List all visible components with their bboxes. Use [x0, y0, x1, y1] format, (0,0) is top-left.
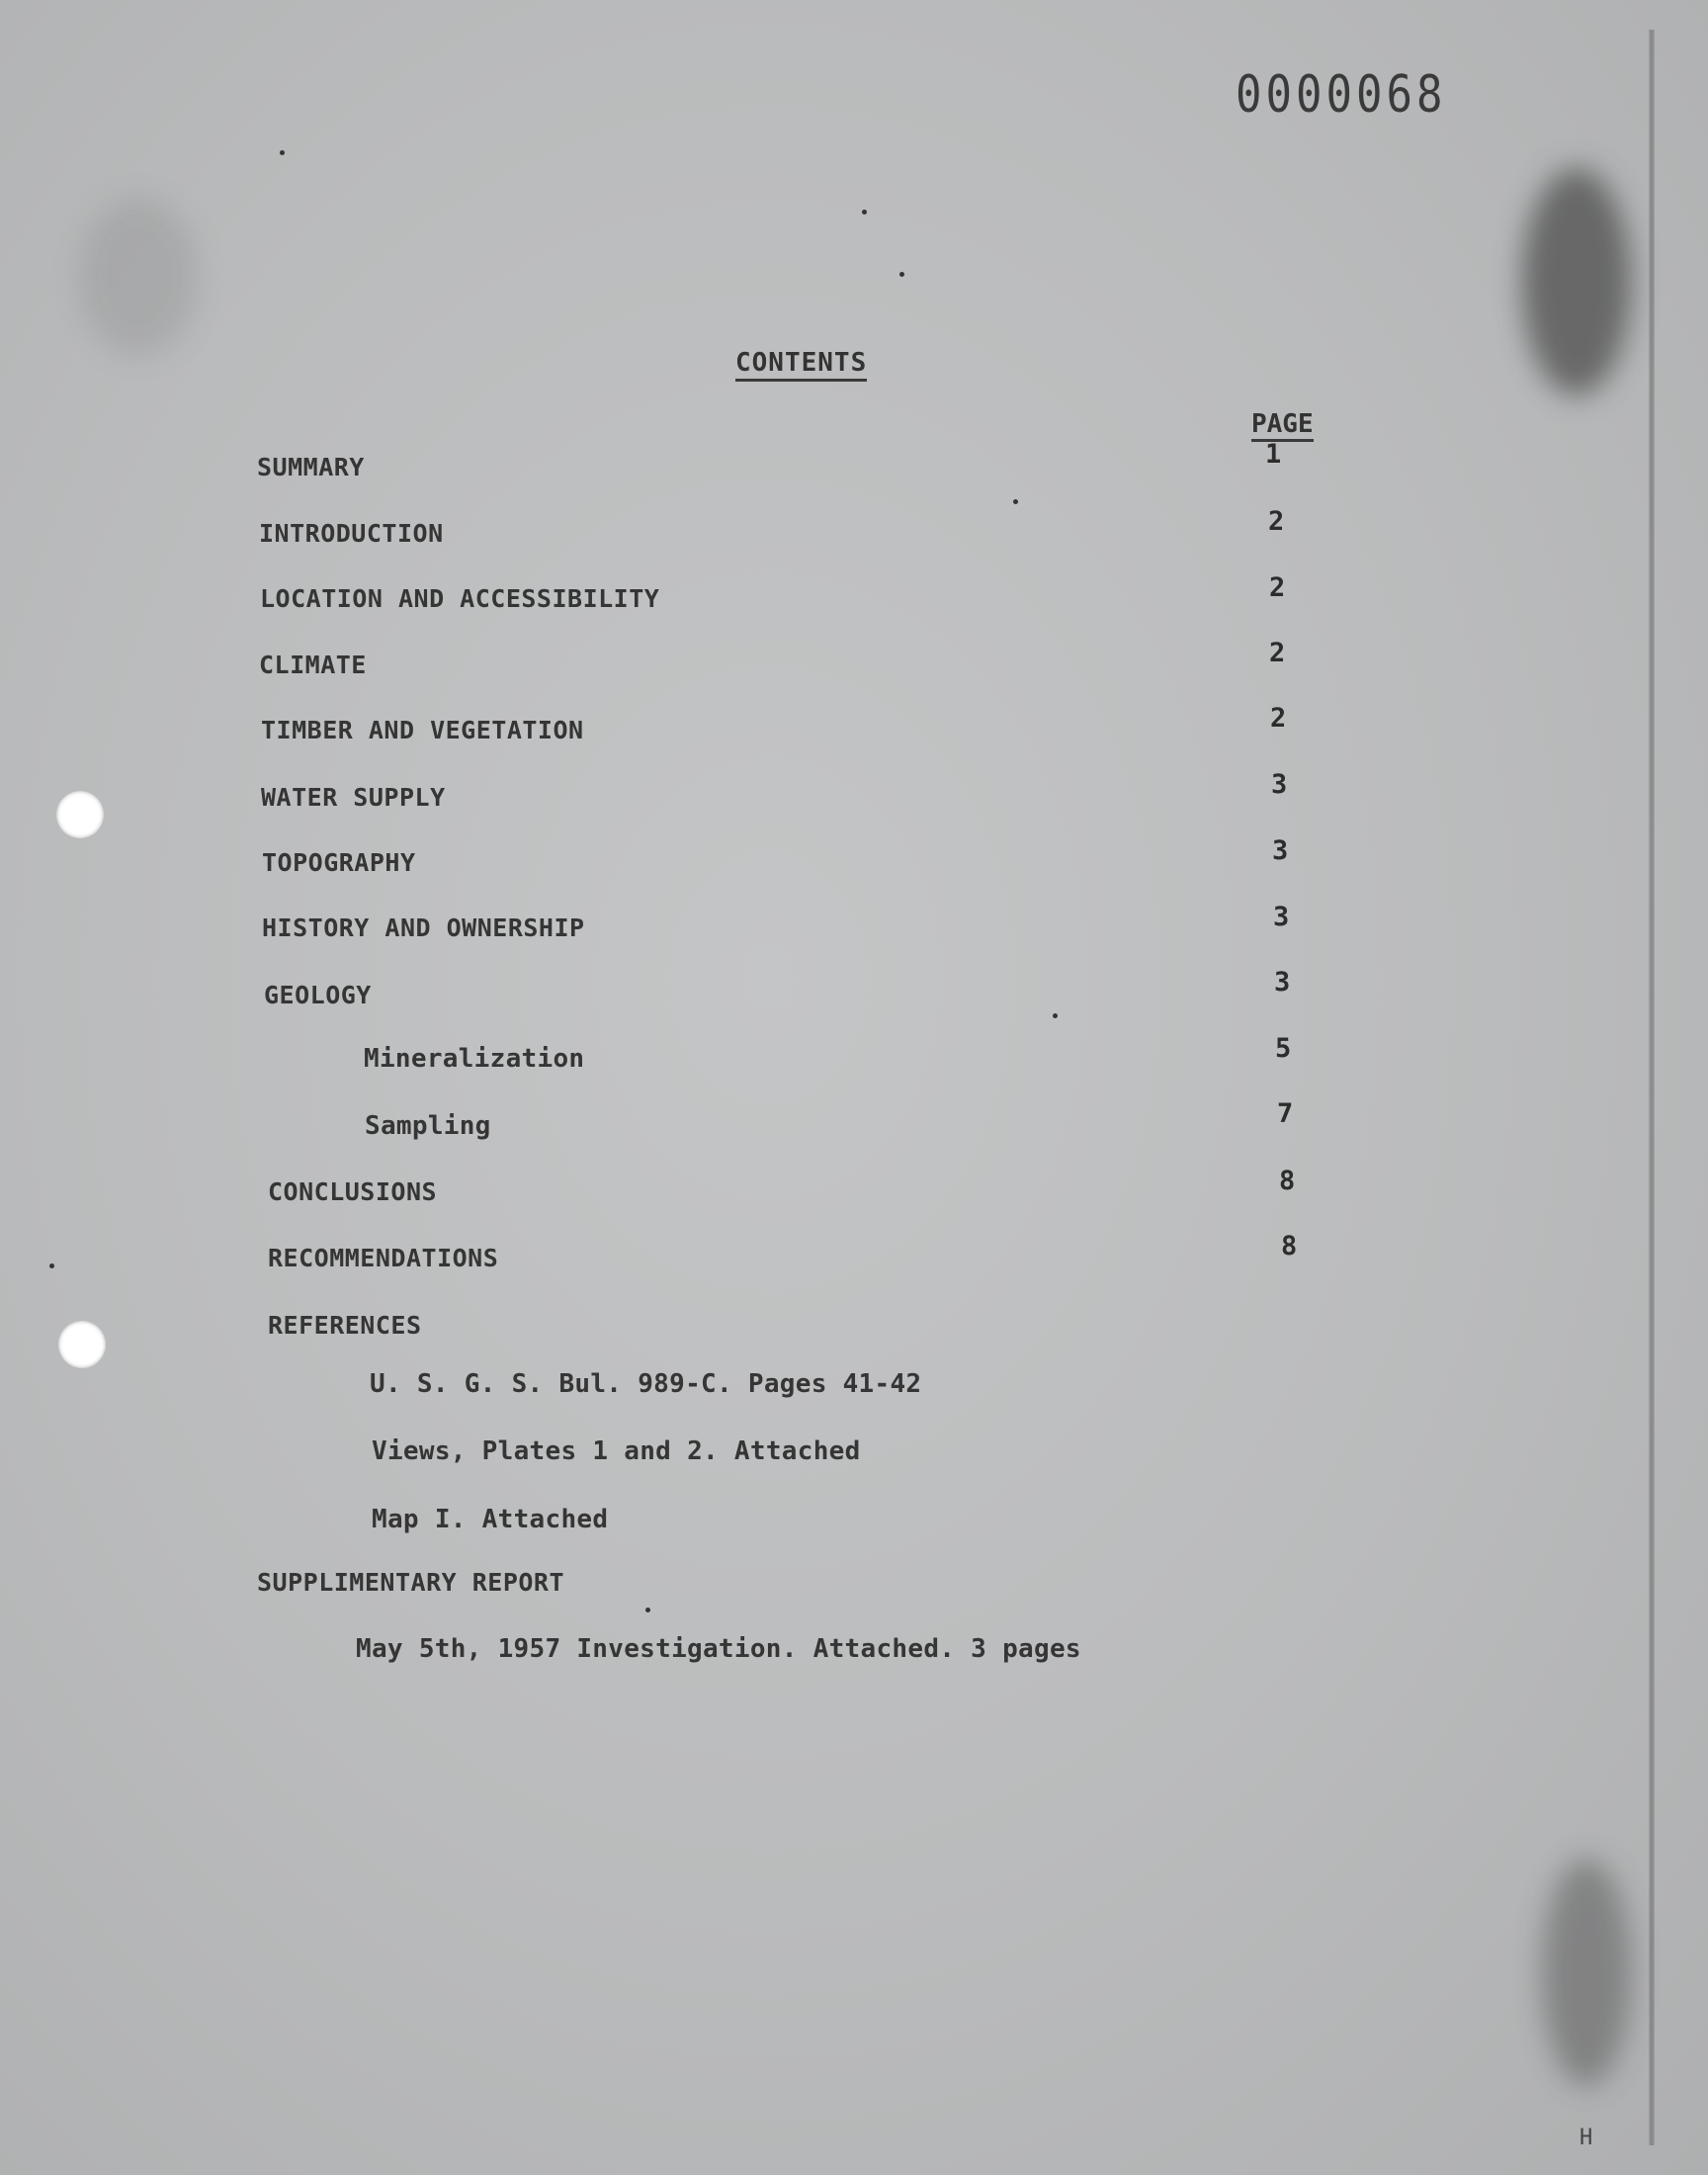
- toc-page-number: 2: [1270, 703, 1287, 734]
- toc-page-number: 8: [1281, 1231, 1298, 1262]
- toc-entry-geology: GEOLOGY: [264, 981, 372, 1009]
- toc-page-number: 1: [1265, 439, 1282, 470]
- toc-page-number: 2: [1268, 506, 1285, 537]
- toc-entry-recommendations: RECOMMENDATIONS: [268, 1244, 499, 1272]
- corner-mark: H: [1580, 2126, 1593, 2150]
- toc-page-number: 3: [1274, 967, 1291, 998]
- toc-entry-mineralization: Mineralization: [364, 1044, 585, 1074]
- toc-entry-water-supply: WATER SUPPLY: [261, 783, 446, 812]
- toc-entry-timber: TIMBER AND VEGETATION: [261, 716, 584, 744]
- reference-item: Map I. Attached: [372, 1505, 609, 1534]
- toc-page-number: 8: [1279, 1166, 1296, 1196]
- toc-page-number: 7: [1277, 1098, 1294, 1129]
- ink-speck: [645, 1608, 650, 1612]
- punch-hole: [56, 791, 104, 838]
- ink-speck: [1053, 1013, 1058, 1018]
- page-stain: [1522, 168, 1631, 395]
- page-stain: [79, 198, 198, 356]
- toc-entry-location: LOCATION AND ACCESSIBILITY: [260, 584, 660, 613]
- toc-page-number: 2: [1269, 638, 1286, 668]
- ink-speck: [899, 272, 904, 277]
- toc-entry-climate: CLIMATE: [259, 651, 367, 679]
- toc-page-number: 2: [1269, 572, 1286, 603]
- punch-hole: [58, 1321, 106, 1368]
- ink-speck: [280, 150, 285, 155]
- toc-entry-supplementary-report: SUPPLIMENTARY REPORT: [257, 1568, 565, 1597]
- reference-item: U. S. G. S. Bul. 989-C. Pages 41-42: [370, 1369, 922, 1399]
- ink-speck: [1013, 499, 1018, 504]
- toc-page-number: 3: [1271, 769, 1288, 800]
- supplementary-item: May 5th, 1957 Investigation. Attached. 3 pages: [356, 1634, 1081, 1664]
- toc-entry-history: HISTORY AND OWNERSHIP: [262, 914, 585, 942]
- toc-entry-summary: SUMMARY: [257, 453, 365, 481]
- toc-entry-introduction: INTRODUCTION: [259, 519, 444, 548]
- toc-page-number: 3: [1272, 835, 1289, 866]
- page-edge: [1649, 30, 1655, 2145]
- page-column-header: PAGE: [1251, 409, 1314, 442]
- toc-entry-sampling: Sampling: [365, 1111, 491, 1141]
- toc-page-number: 5: [1275, 1033, 1292, 1064]
- ink-speck: [49, 1263, 54, 1268]
- toc-entry-topography: TOPOGRAPHY: [262, 848, 416, 877]
- page-stain: [1542, 1859, 1631, 2086]
- reference-item: Views, Plates 1 and 2. Attached: [372, 1436, 861, 1466]
- toc-entry-references: REFERENCES: [268, 1311, 422, 1340]
- toc-entry-conclusions: CONCLUSIONS: [268, 1177, 438, 1206]
- ink-speck: [862, 210, 867, 215]
- document-number: 0000068: [1236, 65, 1447, 126]
- contents-title: CONTENTS: [735, 348, 867, 382]
- toc-page-number: 3: [1273, 902, 1290, 932]
